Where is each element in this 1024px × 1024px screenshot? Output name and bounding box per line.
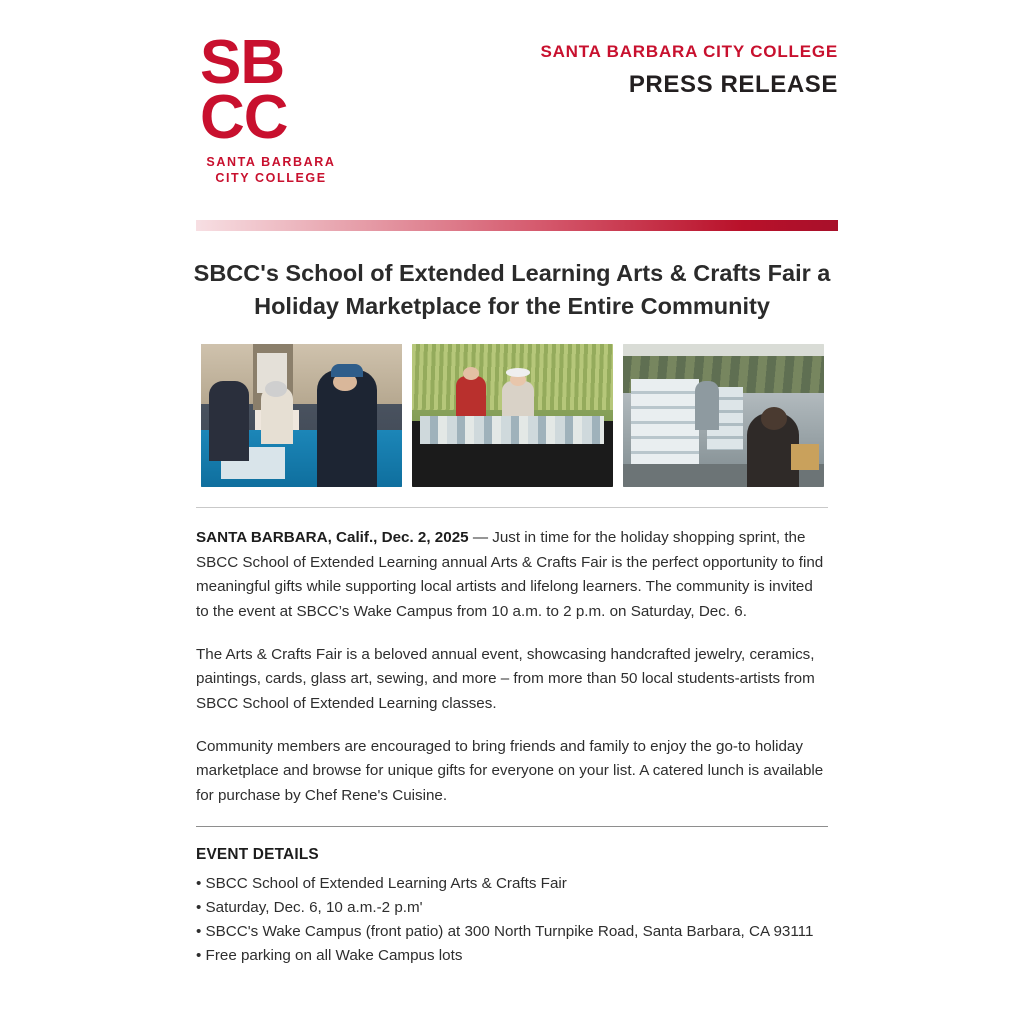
logo-subtitle	[196, 155, 346, 186]
photo-indoor-craft-table	[201, 344, 402, 487]
logo-letters	[196, 28, 346, 152]
header-right	[540, 28, 838, 99]
paragraph-1	[196, 526, 828, 625]
list-item: • SBCC's Wake Campus (front patio) at 300 North Turnpike Road, Santa Barbara, CA 93111	[196, 922, 814, 940]
list-item: • Free parking on all Wake Campus lots	[196, 946, 463, 964]
document-header	[0, 0, 1024, 186]
paragraph-1-text: — Just in time for the holiday shopping sprint, the SBCC School of Extended Learning annual Arts & Crafts Fair is the perfect opportunity to find meaningful gifts while supporting local artists and lifelong learners. The community is invited to the event at SBCC’s Wake Campus from 10 a.m. to 2 p.m. on Saturday, Dec. 6.	[196, 529, 824, 621]
list-item: • Saturday, Dec. 6, 10 a.m.-2 p.m'	[196, 898, 423, 916]
list-item: • SBCC School of Extended Learning Arts & Crafts Fair	[196, 874, 567, 892]
sbcc-logo	[196, 28, 346, 186]
event-details-list	[196, 872, 828, 968]
event-details-heading: EVENT DETAILS	[196, 846, 319, 864]
page-title: SBCC's School of Extended Learning Arts & Crafts Fair a Holiday Marketplace for the Entire Community	[193, 260, 831, 319]
document-type: PRESS RELEASE	[628, 71, 838, 98]
photo-strip	[196, 344, 828, 487]
dateline: SANTA BARBARA, Calif., Dec. 2, 2025	[196, 529, 469, 547]
event-details-section	[196, 827, 828, 967]
body-content	[196, 508, 828, 808]
college-name: SANTA BARBARA CITY COLLEGE	[540, 42, 838, 61]
paragraph-2: The Arts & Crafts Fair is a beloved annual event, showcasing handcrafted jewelry, ceramics, paintings, cards, glass art, sewing, and more – from more than 50 local students-artists from SBCC School of Extended Learning classes.	[196, 645, 815, 712]
gradient-divider	[196, 220, 838, 231]
logo-line-2: CC	[200, 82, 288, 152]
photo-ceramics-booth	[412, 344, 613, 487]
logo-subtitle-line-2: CITY COLLEGE	[215, 170, 327, 185]
paragraph-3: Community members are encouraged to bring friends and family to enjoy the go-to holiday marketplace and browse for unique gifts for everyone on your list. A catered lunch is available for purchase by Chef Rene's Cuisine.	[196, 737, 824, 804]
logo-line-1: SB	[200, 28, 285, 97]
logo-subtitle-line-1: SANTA BARBARA	[206, 155, 336, 170]
photo-outdoor-racks	[623, 344, 824, 487]
